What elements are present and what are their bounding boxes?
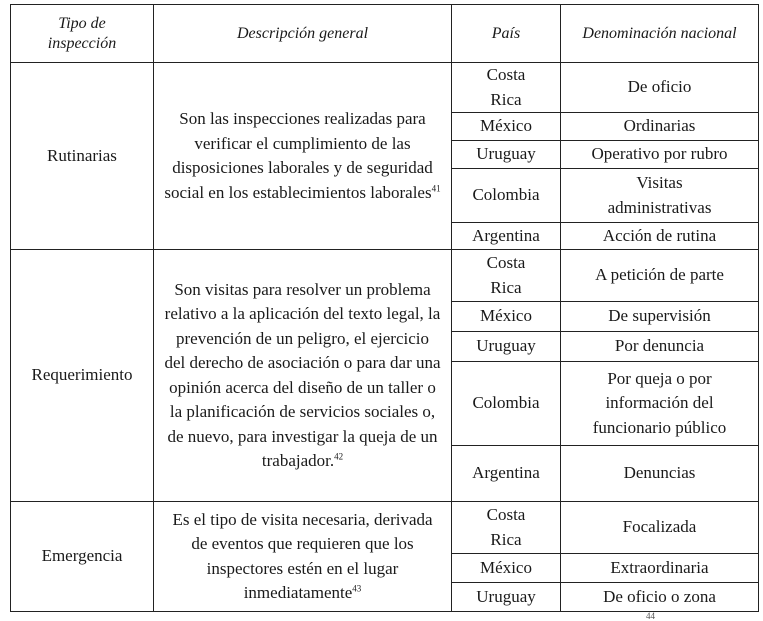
- descripcion-cell: [154, 250, 452, 502]
- table-row: [11, 250, 759, 302]
- denominacion-cell: Por denuncia: [561, 332, 759, 362]
- denominacion-cell: Extraordinaria: [561, 554, 759, 583]
- pais-cell: México: [452, 554, 561, 583]
- denominacion-cell: Focalizada: [561, 502, 759, 554]
- tipo-cell: Emergencia: [11, 502, 154, 612]
- descripcion-text: Son las inspecciones realizadas para verificar el cumplimiento de las disposiciones laborales y de seguridad social en los establecimientos laborales: [164, 109, 433, 202]
- pais-cell: México: [452, 302, 561, 332]
- footnote-ref: 43: [352, 583, 362, 594]
- pais-cell: México: [452, 113, 561, 141]
- table-row: [11, 63, 759, 113]
- descripcion-cell: [154, 63, 452, 250]
- denominacion-cell: De oficio o zona: [561, 583, 759, 612]
- header-descripcion: Descripción general: [154, 5, 452, 63]
- page-fragment-number: 44: [646, 611, 655, 621]
- footnote-ref: 42: [334, 451, 344, 462]
- denominacion-cell: Acción de rutina: [561, 223, 759, 250]
- header-row: [11, 5, 759, 63]
- denominacion-cell: Por queja o por información del funcionario público: [561, 362, 759, 446]
- denominacion-cell: Denuncias: [561, 446, 759, 502]
- denominacion-cell: Operativo por rubro: [561, 141, 759, 169]
- denominacion-cell: De oficio: [561, 63, 759, 113]
- pais-cell: Argentina: [452, 446, 561, 502]
- tipo-cell: Rutinarias: [11, 63, 154, 250]
- pais-cell: Costa Rica: [452, 63, 561, 113]
- header-tipo: Tipo de inspección: [11, 5, 154, 63]
- denominacion-cell: Ordinarias: [561, 113, 759, 141]
- pais-cell: Uruguay: [452, 141, 561, 169]
- header-denominacion: Denominación nacional: [561, 5, 759, 63]
- denominacion-cell: Visitas administrativas: [561, 169, 759, 223]
- tipo-cell: Requerimiento: [11, 250, 154, 502]
- pais-cell: Costa Rica: [452, 250, 561, 302]
- denominacion-cell: De supervisión: [561, 302, 759, 332]
- footnote-ref: 41: [431, 182, 441, 193]
- table-row: [11, 502, 759, 554]
- denominacion-cell: A petición de parte: [561, 250, 759, 302]
- pais-cell: Colombia: [452, 169, 561, 223]
- pais-cell: Uruguay: [452, 332, 561, 362]
- pais-cell: Colombia: [452, 362, 561, 446]
- descripcion-text: Son visitas para resolver un problema relativo a la aplicación del texto legal, la prevención de un peligro, el ejercicio del derecho de asociación o para dar una opinión acerca del diseño de un taller o la planificación de servicios sociales o, de nuevo, para investigar la queja de un trabajador.: [164, 279, 441, 470]
- header-pais: País: [452, 5, 561, 63]
- pais-cell: Uruguay: [452, 583, 561, 612]
- pais-cell: Argentina: [452, 223, 561, 250]
- inspection-types-table: [10, 4, 759, 612]
- descripcion-cell: [154, 502, 452, 612]
- descripcion-text: Es el tipo de visita necesaria, derivada de eventos que requieren que los inspectores estén en el lugar inmediatamente: [172, 509, 433, 602]
- pais-cell: Costa Rica: [452, 502, 561, 554]
